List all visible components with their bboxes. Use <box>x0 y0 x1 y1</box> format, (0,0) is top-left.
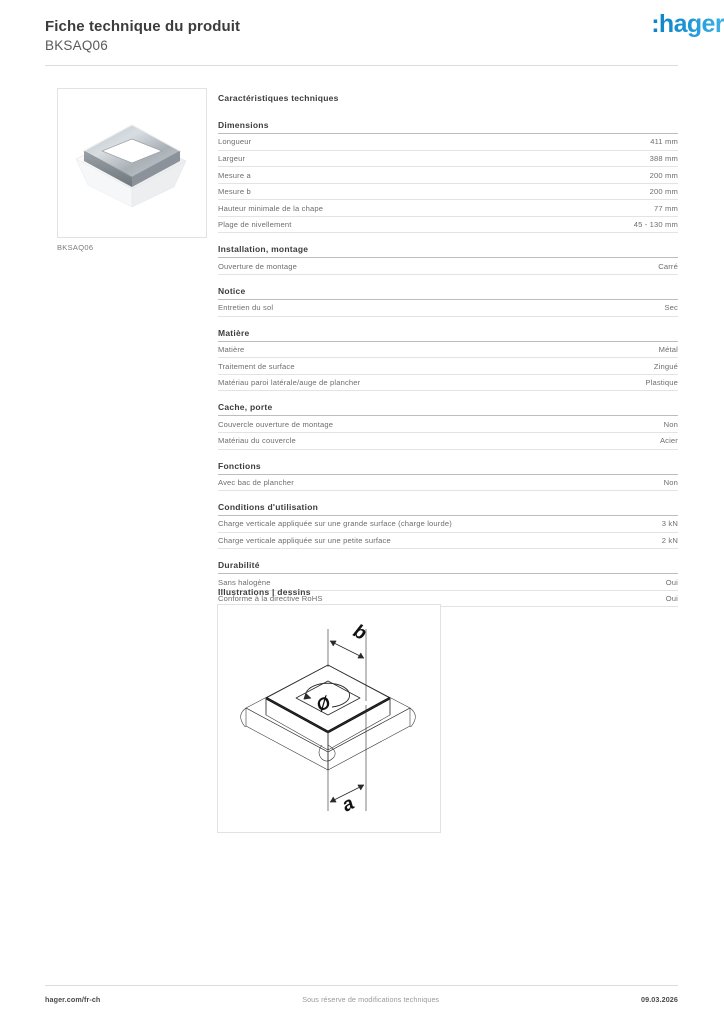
spec-value: 45 - 130 mm <box>633 220 678 230</box>
spec-label: Charge verticale appliquée sur une grande surface (charge lourde) <box>218 519 452 529</box>
spec-row <box>218 533 678 550</box>
spec-label: Ouverture de montage <box>218 261 297 271</box>
spec-row <box>218 416 678 433</box>
hager-logo: :hager <box>651 10 724 38</box>
spec-group-title: Installation, montage <box>218 244 678 258</box>
spec-label: Charge verticale appliquée sur une petite surface <box>218 536 391 546</box>
page-header <box>45 18 678 60</box>
spec-group-title: Durabilité <box>218 560 678 574</box>
spec-row <box>218 217 678 234</box>
header-divider <box>45 65 678 66</box>
spec-label: Mesure b <box>218 187 251 197</box>
page-footer <box>45 995 678 1004</box>
spec-row <box>218 300 678 317</box>
spec-group-title: Dimensions <box>218 120 678 134</box>
spec-label: Mesure a <box>218 170 251 180</box>
footer-disclaimer: Sous réserve de modifications techniques <box>302 995 440 1004</box>
spec-label: Matériau paroi latérale/auge de plancher <box>218 378 361 388</box>
technical-drawing <box>217 604 441 833</box>
spec-label: Plage de nivellement <box>218 220 292 230</box>
spec-group <box>218 286 678 317</box>
spec-value: 3 kN <box>661 519 678 529</box>
spec-label: Avec bac de plancher <box>218 477 294 487</box>
footer-date: 09.03.2026 <box>641 995 678 1004</box>
spec-label: Entretien du sol <box>218 303 274 313</box>
spec-label: Matériau du couvercle <box>218 436 296 446</box>
product-reference: BKSAQ06 <box>45 38 108 53</box>
spec-row <box>218 433 678 450</box>
spec-groups-container <box>218 120 678 607</box>
spec-label: Conforme à la directive RoHS <box>218 594 323 604</box>
spec-row <box>218 375 678 392</box>
spec-row <box>218 167 678 184</box>
spec-row <box>218 258 678 275</box>
spec-label: Largeur <box>218 153 246 163</box>
spec-value: Oui <box>665 577 678 587</box>
spec-row <box>218 342 678 359</box>
spec-value: Non <box>663 477 678 487</box>
spec-row <box>218 151 678 168</box>
illustrations-heading: Illustrations | dessins <box>218 587 311 597</box>
page-title: Fiche technique du produit <box>45 18 241 35</box>
spec-label: Couvercle ouverture de montage <box>218 419 334 429</box>
spec-row <box>218 516 678 533</box>
spec-group <box>218 244 678 275</box>
spec-row <box>218 475 678 492</box>
spec-group <box>218 560 678 607</box>
spec-value: 200 mm <box>649 187 678 197</box>
spec-group <box>218 502 678 549</box>
product-photo-graphic <box>58 89 204 235</box>
spec-value: 388 mm <box>649 153 678 163</box>
spec-group <box>218 120 678 233</box>
spec-value: 77 mm <box>654 203 678 213</box>
spec-row <box>218 358 678 375</box>
spec-label: Sans halogène <box>218 577 271 587</box>
dimension-label-b: b <box>349 620 370 645</box>
product-image <box>57 88 207 238</box>
spec-row <box>218 134 678 151</box>
spec-group-title: Cache, porte <box>218 402 678 416</box>
spec-group-title: Matière <box>218 328 678 342</box>
spec-value: Métal <box>658 345 678 355</box>
spec-value: 200 mm <box>649 170 678 180</box>
specs-heading: Caractéristiques techniques <box>218 93 339 103</box>
spec-row <box>218 184 678 201</box>
spec-group <box>218 328 678 392</box>
spec-value: Non <box>663 419 678 429</box>
spec-value: Carré <box>658 261 678 271</box>
spec-group-title: Conditions d'utilisation <box>218 502 678 516</box>
product-image-caption: BKSAQ06 <box>57 243 94 252</box>
spec-label: Hauteur minimale de la chape <box>218 203 324 213</box>
spec-value: Zingué <box>653 361 678 371</box>
spec-value: Acier <box>659 436 678 446</box>
spec-label: Longueur <box>218 137 252 147</box>
technical-drawing-graphic <box>218 605 438 830</box>
spec-value: Plastique <box>645 378 678 388</box>
spec-value: 2 kN <box>661 536 678 546</box>
technical-specifications <box>218 93 678 607</box>
spec-group-title: Notice <box>218 286 678 300</box>
footer-website[interactable]: hager.com/fr-ch <box>45 995 101 1004</box>
spec-group <box>218 402 678 449</box>
footer-divider <box>45 985 678 986</box>
spec-row <box>218 200 678 217</box>
spec-group <box>218 461 678 492</box>
spec-value: Oui <box>665 594 678 604</box>
spec-value: Sec <box>664 303 678 313</box>
spec-group-title: Fonctions <box>218 461 678 475</box>
spec-value: 411 mm <box>650 137 678 147</box>
dimension-label-a: a <box>338 792 358 817</box>
spec-label: Matière <box>218 345 245 355</box>
spec-label: Traitement de surface <box>218 361 295 371</box>
dimension-label-diameter: Ø <box>313 692 334 716</box>
